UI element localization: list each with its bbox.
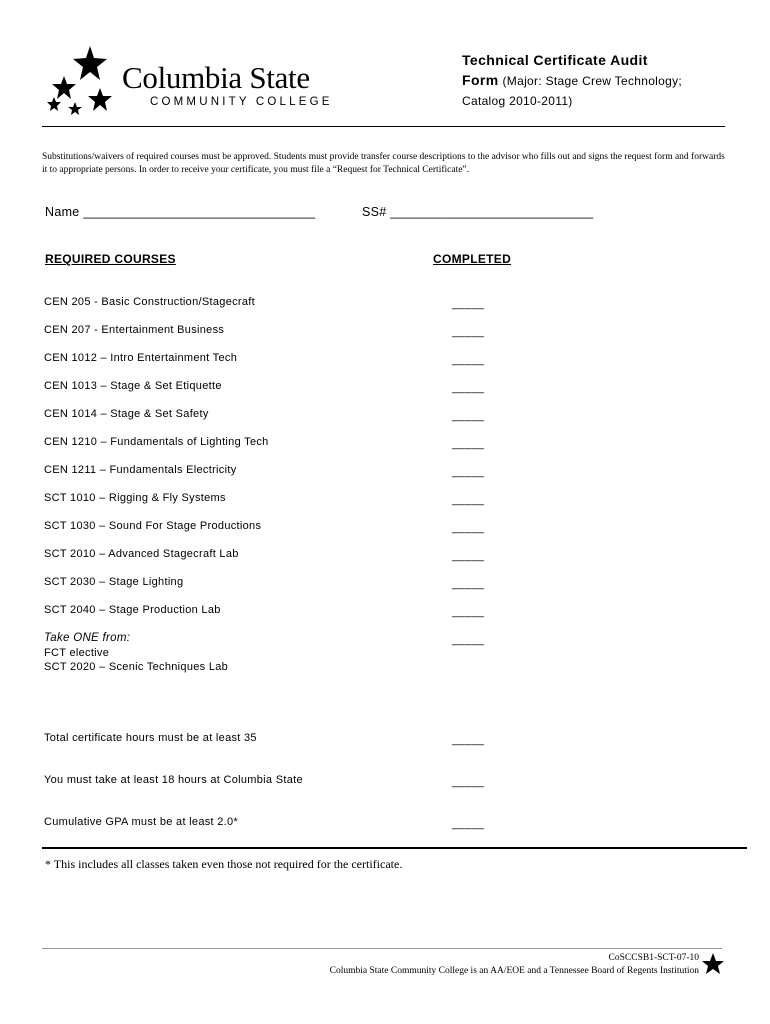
footer-star-icon (701, 952, 725, 976)
completed-blank[interactable]: _____ (452, 606, 485, 618)
logo-star-icon (52, 76, 76, 99)
title-major: (Major: Stage Crew Technology; (502, 74, 683, 88)
completed-blank[interactable]: _____ (452, 298, 485, 310)
eoe-statement: Columbia State Community College is an AA/EOE and a Tennessee Board of Regents Institution (329, 966, 699, 976)
footer-divider (42, 948, 722, 949)
completed-blank[interactable]: _____ (452, 776, 485, 788)
title-line1: Technical Certificate Audit (462, 52, 648, 68)
course-label: SCT 2010 – Advanced Stagecraft Lab (44, 548, 239, 560)
logo-star-icon (68, 102, 82, 115)
footnote-divider (42, 847, 747, 849)
completed-blank[interactable]: _____ (452, 494, 485, 506)
logo-star-icon (88, 88, 112, 111)
course-label: CEN 205 - Basic Construction/Stagecraft (44, 296, 256, 308)
completed-blank[interactable]: _____ (452, 466, 485, 478)
completed-blank[interactable]: _____ (452, 326, 485, 338)
completed-heading: COMPLETED (433, 252, 512, 266)
logo-name: Columbia State (122, 60, 310, 95)
completed-blank[interactable]: _____ (452, 354, 485, 366)
requirement-label: Cumulative GPA must be at least 2.0* (44, 816, 239, 828)
form-title (462, 50, 752, 111)
completed-blank[interactable]: _____ (452, 550, 485, 562)
completed-blank[interactable]: _____ (452, 578, 485, 590)
course-label: SCT 2030 – Stage Lighting (44, 576, 184, 588)
logo-subtitle: COMMUNITY COLLEGE (150, 96, 333, 108)
footnote: * This includes all classes taken even those not required for the certificate. (45, 857, 403, 871)
completed-blank[interactable]: _____ (452, 410, 485, 422)
title-catalog: Catalog 2010-2011) (462, 94, 573, 108)
completed-blank[interactable]: _____ (452, 382, 485, 394)
course-label: CEN 1012 – Intro Entertainment Tech (44, 352, 238, 364)
course-label: SCT 1010 – Rigging & Fly Systems (44, 492, 226, 504)
form-code: CoSCCSB1-SCT-07-10 (608, 953, 699, 963)
choice-option: SCT 2020 – Scenic Techniques Lab (44, 661, 229, 673)
completed-blank[interactable]: _____ (452, 438, 485, 450)
header-divider (42, 126, 725, 127)
logo-star-icon (73, 46, 107, 80)
completed-blank[interactable]: _____ (452, 522, 485, 534)
requirement-label: Total certificate hours must be at least 35 (44, 732, 257, 744)
requirement-label: You must take at least 18 hours at Columbia State (44, 774, 303, 786)
course-label: CEN 1211 – Fundamentals Electricity (44, 464, 237, 476)
completed-blank[interactable]: _____ (452, 818, 485, 830)
completed-blank[interactable]: _____ (452, 734, 485, 746)
course-label: SCT 2040 – Stage Production Lab (44, 604, 221, 616)
course-label: CEN 1210 – Fundamentals of Lighting Tech (44, 436, 269, 448)
ss-field[interactable]: SS# ____________________________ (362, 205, 594, 219)
course-label: CEN 1014 – Stage & Set Safety (44, 408, 209, 420)
course-label: CEN 207 - Entertainment Business (44, 324, 225, 336)
choice-option: FCT elective (44, 647, 110, 659)
choice-heading: Take ONE from: (44, 632, 131, 644)
title-form: Form (462, 72, 499, 88)
intro-paragraph: Substitutions/waivers of required courses must be approved. Students must provide transfer course descriptions to the advisor who fills out and signs the request form and forwards it to appropriate persons. In order to receive your certificate, you must file a “Request for Technical Certificate”. (42, 152, 725, 175)
course-label: SCT 1030 – Sound For Stage Productions (44, 520, 262, 532)
logo-star-icon (47, 97, 61, 111)
course-label: CEN 1013 – Stage & Set Etiquette (44, 380, 222, 392)
name-field[interactable]: Name ________________________________ (45, 205, 316, 219)
required-courses-heading: REQUIRED COURSES (45, 252, 176, 266)
completed-blank[interactable]: _____ (452, 634, 485, 646)
